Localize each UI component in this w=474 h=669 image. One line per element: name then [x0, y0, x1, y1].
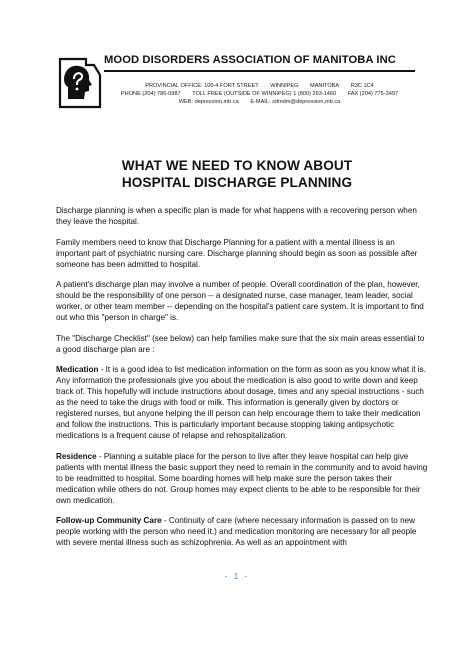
fax-number: FAX (204) 775-3497 — [347, 91, 399, 97]
association-logo — [56, 57, 104, 109]
paragraph-followup — [56, 515, 428, 548]
residence-label: Residence — [56, 451, 97, 461]
email-address: E-MAIL: sdmdm@depression.mb.ca — [250, 99, 341, 105]
paragraph-checklist: The "Discharge Checklist" (see below) can help families make sure that the six main areas essential to a good discharge plan are : — [56, 333, 425, 354]
website: WEB: depression.mb.ca — [178, 99, 239, 105]
address-line — [104, 82, 415, 90]
residence-text: - Planning a suitable place for the person to live after they leave hospital can help give patients with mental illness the basic support they need to remain in the community and to avoid having to be readmitted to hospital. Some boarding homes will help make sure the person takes their medication while others do not. Group homes may expect clients to be able to be responsible for their own medication. — [56, 451, 428, 505]
phone-number: PHONE (204) 786-0987 — [120, 91, 181, 97]
office-address: PROVINCIAL OFFICE: 100-4 FORT STREET — [145, 83, 259, 89]
web-line — [104, 98, 415, 106]
paragraph-intro: Discharge planning is when a specific plan is made for what happens with a recovering person when they leave the hospital. — [56, 206, 417, 226]
document-title-line-1: WHAT WE NEED TO KNOW ABOUT — [121, 158, 353, 173]
paragraph-family: Family members need to know that Discharge Planning for a patient with a mental illness is an important part of psychiatric nursing care. Discharge planning should begin as soon as possible after someone has been admitted to hospital. — [56, 237, 418, 269]
paragraph-residence — [56, 451, 428, 506]
paragraph-medication — [56, 364, 428, 441]
medication-label: Medication — [56, 365, 99, 374]
postal-code: R3C 1C4 — [350, 83, 374, 89]
phone-line — [104, 90, 415, 98]
document-title-line-2: HOSPITAL DISCHARGE PLANNING — [121, 175, 353, 190]
document-body — [56, 205, 428, 558]
followup-label: Follow-up Community Care — [56, 516, 162, 525]
page-number: - 1 - — [224, 572, 250, 581]
followup-text: - Continuity of care (where necessary information is passed on to new people working with the person who need it.) and medication monitoring are necessary for all people with severe mental illness such as schizophrenia. As well as an appointment with — [56, 516, 417, 547]
medication-text: - It is a good idea to list medication information on the form as soon as you know what it is. Any information the professionals give you about the medication is also good to write down and keep track of. This hopefully will include instructions about dosage, times and any special instructions - such as the need to take the drugs with food or milk. This information is generally given by doctors or registered nurses, but anyone helping the ill person can help encourage them to take their medication and follow the instructions. This is particularly important because stopping taking antipsychotic medications is a frequent cause of relapse and rehospitalization. — [56, 365, 426, 440]
city: WINNIPEG — [270, 83, 299, 89]
province: MANITOBA — [310, 83, 340, 89]
letterhead-rule — [104, 70, 415, 72]
organization-name: MOOD DISORDERS ASSOCIATION OF MANITOBA INC — [104, 54, 396, 66]
toll-free-number: TOLL FREE (OUTSIDE OF WINNIPEG) 1 (800) 263-1460 — [192, 91, 337, 97]
paragraph-coordination: A patient's discharge plan may involve a number of people. Overall coordination of the plan, however, should be the responsibility of one person -- a designated nurse, case manager, team leader, social worker, or other team member -- depending on the hospital's patient care system. It is important to find out who this "person in charge" is. — [56, 280, 424, 322]
